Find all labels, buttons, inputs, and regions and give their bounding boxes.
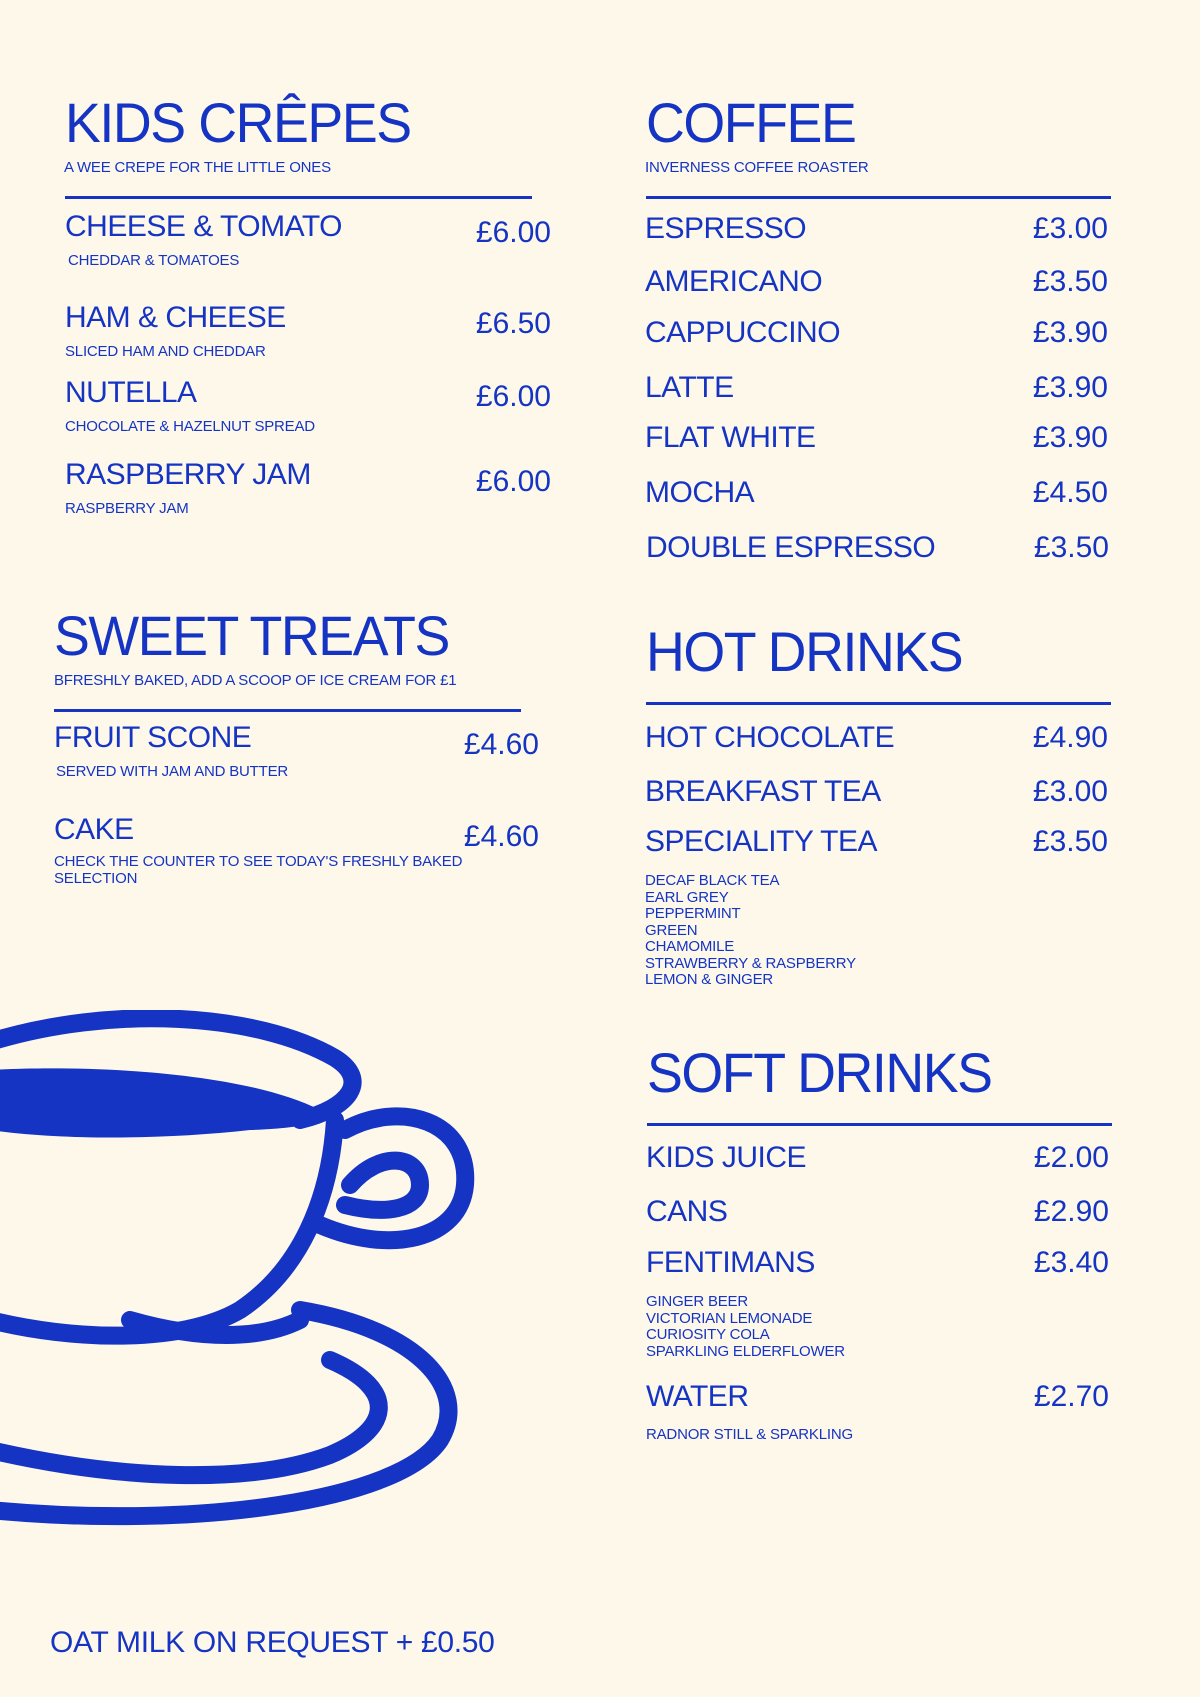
sweet-treats-subtitle: BFRESHLY BAKED, ADD A SCOOP OF ICE CREAM FOR £1	[54, 672, 457, 689]
hot-drinks-section	[646, 620, 1111, 705]
item-name: CAKE	[54, 813, 134, 846]
item-price: £3.50	[1032, 265, 1108, 298]
list-item: CHAMOMILE	[645, 938, 735, 955]
item-price: £4.50	[1032, 476, 1108, 509]
fentimans-list	[646, 1294, 1109, 1360]
list-item: DECAF BLACK TEA	[645, 872, 780, 889]
item-name: DOUBLE ESPRESSO	[646, 531, 936, 564]
menu-item	[645, 267, 1108, 297]
menu-item	[646, 533, 1109, 563]
item-name: LATTE	[645, 371, 734, 404]
menu-item	[646, 1248, 1109, 1360]
menu-item	[65, 378, 551, 435]
menu-item	[645, 373, 1108, 403]
menu-item	[645, 777, 1108, 807]
item-name: HAM & CHEESE	[65, 301, 286, 334]
soft-drinks-title: SOFT DRINKS	[647, 1041, 992, 1104]
item-name: CANS	[646, 1195, 728, 1228]
oat-milk-note: OAT MILK ON REQUEST + £0.50	[50, 1626, 495, 1659]
item-name: HOT CHOCOLATE	[645, 721, 895, 754]
section-divider	[54, 709, 521, 712]
item-price: £3.50	[1032, 825, 1108, 858]
item-price: £3.00	[1032, 775, 1108, 808]
item-name: MOCHA	[645, 476, 755, 509]
item-price: £3.50	[1033, 531, 1109, 564]
item-price: £3.90	[1032, 316, 1108, 349]
item-name: FRUIT SCONE	[54, 721, 252, 754]
menu-item	[645, 827, 1108, 989]
section-divider	[647, 1123, 1112, 1126]
section-divider	[646, 702, 1111, 705]
list-item: LEMON & GINGER	[645, 971, 774, 988]
item-description: SLICED HAM AND CHEDDAR	[65, 343, 266, 360]
menu-item	[645, 478, 1108, 508]
item-description: SERVED WITH JAM AND BUTTER	[56, 763, 289, 780]
item-name: KIDS JUICE	[646, 1141, 807, 1174]
item-price: £3.90	[1032, 421, 1108, 454]
item-description: CHOCOLATE & HAZELNUT SPREAD	[65, 418, 315, 435]
item-name: FENTIMANS	[646, 1246, 815, 1279]
section-divider	[646, 196, 1111, 199]
item-name: BREAKFAST TEA	[645, 775, 881, 808]
item-description: RADNOR STILL & SPARKLING	[646, 1426, 853, 1443]
list-item: SPARKLING ELDERFLOWER	[646, 1342, 845, 1360]
list-item: CURIOSITY COLA	[646, 1326, 770, 1343]
item-price: £4.90	[1032, 721, 1108, 754]
item-price: £6.50	[475, 307, 551, 340]
hot-drinks-title: HOT DRINKS	[646, 620, 963, 683]
kids-crepes-subtitle: A WEE CREPE FOR THE LITTLE ONES	[64, 159, 331, 176]
menu-item	[65, 212, 551, 269]
soft-drinks-section	[647, 1041, 1112, 1126]
coffee-section	[645, 91, 1111, 199]
sweet-treats-title: SWEET TREATS	[54, 604, 449, 667]
menu-item	[646, 1382, 1109, 1443]
item-price: £6.00	[475, 380, 551, 413]
menu-item	[646, 1143, 1109, 1173]
menu-item	[645, 423, 1108, 453]
section-divider	[65, 196, 532, 199]
item-name: SPECIALITY TEA	[645, 825, 877, 858]
menu-item	[645, 214, 1108, 244]
item-name: NUTELLA	[65, 376, 197, 409]
list-item: PEPPERMINT	[645, 905, 741, 922]
item-price: £2.00	[1033, 1141, 1109, 1174]
list-item: VICTORIAN LEMONADE	[646, 1309, 813, 1327]
coffee-cup-icon	[0, 1010, 540, 1580]
item-description: RASPBERRY JAM	[65, 500, 189, 517]
item-name: RASPBERRY JAM	[65, 458, 311, 491]
item-price: £3.40	[1033, 1246, 1109, 1279]
item-description: CHECK THE COUNTER TO SEE TODAY'S FRESHLY BAKED SELECTION	[54, 853, 463, 887]
list-item: STRAWBERRY & RASPBERRY	[645, 954, 856, 972]
menu-item	[54, 723, 539, 780]
menu-item	[65, 303, 551, 360]
list-item: GINGER BEER	[646, 1293, 748, 1310]
item-price: £6.00	[475, 465, 551, 498]
coffee-subtitle: INVERNESS COFFEE ROASTER	[645, 159, 869, 176]
menu-item	[645, 723, 1108, 753]
item-description: CHEDDAR & TOMATOES	[68, 252, 240, 269]
menu-item	[65, 460, 551, 517]
item-price: £2.70	[1033, 1380, 1109, 1413]
item-price: £4.60	[463, 728, 539, 761]
item-price: £3.90	[1032, 371, 1108, 404]
item-name: WATER	[646, 1380, 749, 1413]
menu-item	[54, 815, 539, 887]
coffee-title: COFFEE	[646, 91, 856, 154]
item-price: £4.60	[463, 820, 539, 853]
tea-list	[645, 873, 1108, 989]
menu-item	[645, 318, 1108, 348]
item-price: £3.00	[1032, 212, 1108, 245]
kids-crepes-title: KIDS CRÊPES	[65, 91, 411, 154]
kids-crepes-section	[64, 91, 550, 199]
sweet-treats-section	[54, 604, 544, 712]
menu-item	[646, 1197, 1109, 1227]
item-price: £2.90	[1033, 1195, 1109, 1228]
list-item: GREEN	[645, 921, 698, 939]
item-name: CHEESE & TOMATO	[65, 210, 343, 243]
item-name: ESPRESSO	[645, 212, 807, 245]
item-price: £6.00	[475, 216, 551, 249]
item-name: AMERICANO	[645, 265, 823, 298]
list-item: EARL GREY	[645, 888, 729, 906]
item-name: FLAT WHITE	[645, 421, 816, 454]
item-name: CAPPUCCINO	[645, 316, 841, 349]
